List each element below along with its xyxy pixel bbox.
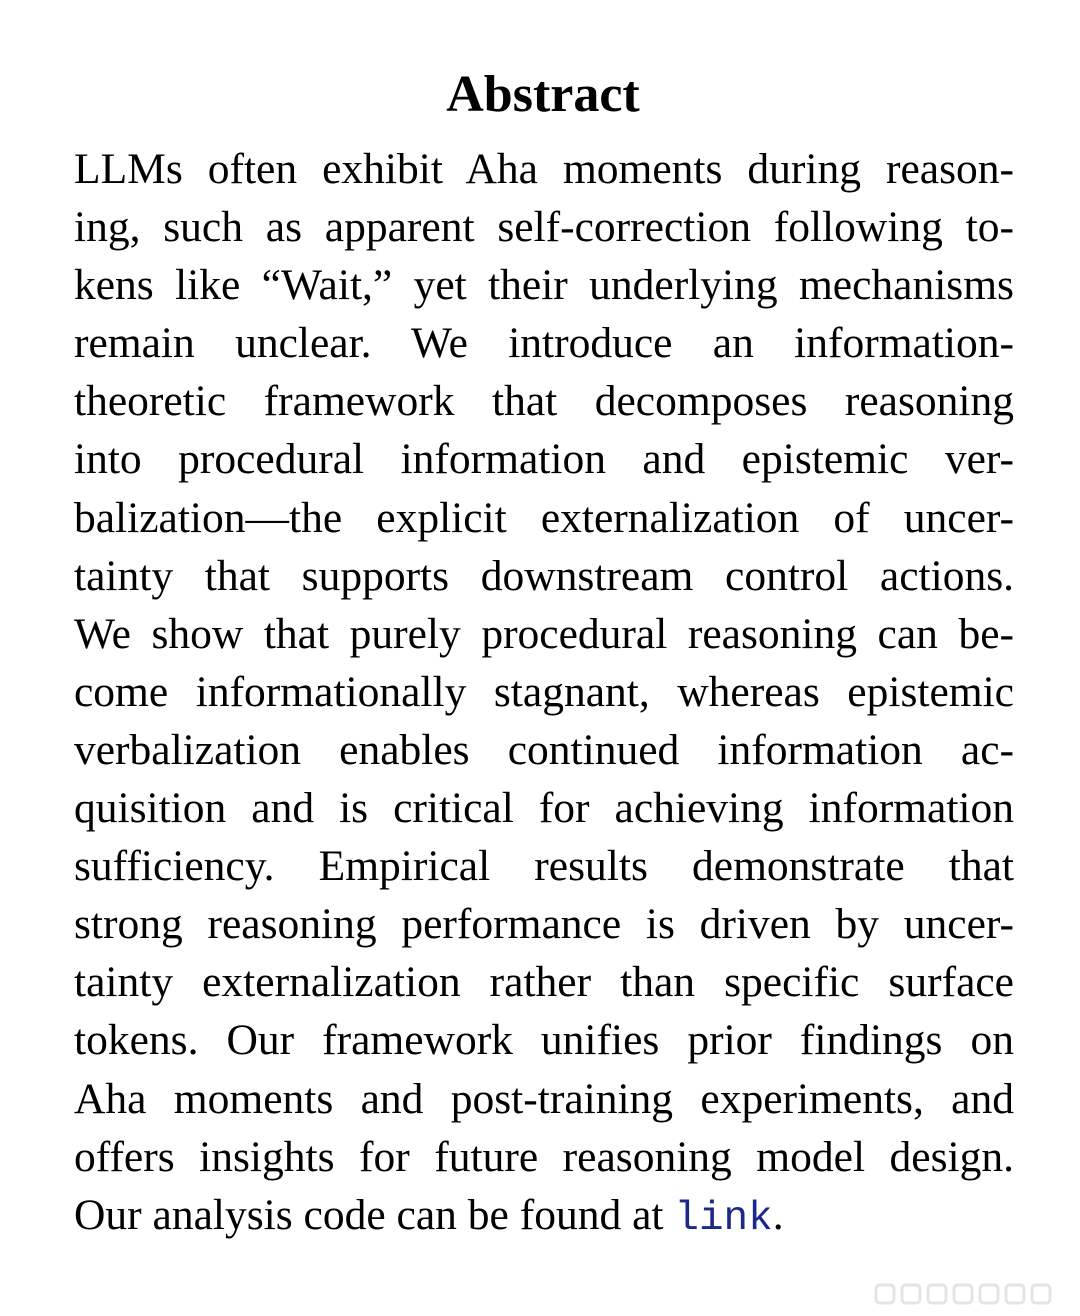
- abstract-line: theoretic framework that decomposes reasoning: [74, 377, 1014, 426]
- abstract-line: strong reasoning performance is driven by uncer-: [74, 900, 1014, 949]
- abstract-line: tainty that supports downstream control actions.: [74, 551, 1014, 600]
- abstract-line: Aha moments and post-training experiments, and: [74, 1074, 1014, 1123]
- abstract-line: ing, such as apparent self-correction following to-: [74, 203, 1014, 252]
- abstract-last-line: [74, 1186, 1014, 1244]
- abstract-line: tokens. Our framework unifies prior findings on: [74, 1016, 1014, 1065]
- abstract-line: sufficiency. Empirical results demonstrate that: [74, 842, 1014, 891]
- abstract-line: We show that purely procedural reasoning can be-: [74, 609, 1014, 658]
- abstract-line: LLMs often exhibit Aha moments during reason-: [74, 145, 1014, 193]
- abstract-line: into procedural information and epistemic ver-: [74, 435, 1014, 484]
- abstract-line: verbalization enables continued information ac-: [74, 725, 1014, 774]
- abstract-line: tainty externalization rather than specific surface: [74, 958, 1014, 1007]
- abstract-line: balization—the explicit externalization of uncer-: [74, 493, 1014, 542]
- watermark-logo: [870, 1280, 1070, 1308]
- abstract-line: remain unclear. We introduce an information-: [74, 319, 1014, 368]
- abstract-body: [74, 140, 1014, 1244]
- abstract-last-line-text: Our analysis code can be found at: [74, 1190, 675, 1239]
- abstract-line: quisition and is critical for achieving information: [74, 784, 1014, 833]
- abstract-title: Abstract: [446, 66, 640, 123]
- abstract-line: kens like “Wait,” yet their underlying mechanisms: [74, 261, 1014, 310]
- abstract-last-line-period: .: [772, 1190, 784, 1239]
- abstract-line: offers insights for future reasoning model design.: [74, 1132, 1014, 1181]
- abstract-line: come informationally stagnant, whereas epistemic: [74, 667, 1014, 716]
- code-link[interactable]: link: [674, 1195, 773, 1242]
